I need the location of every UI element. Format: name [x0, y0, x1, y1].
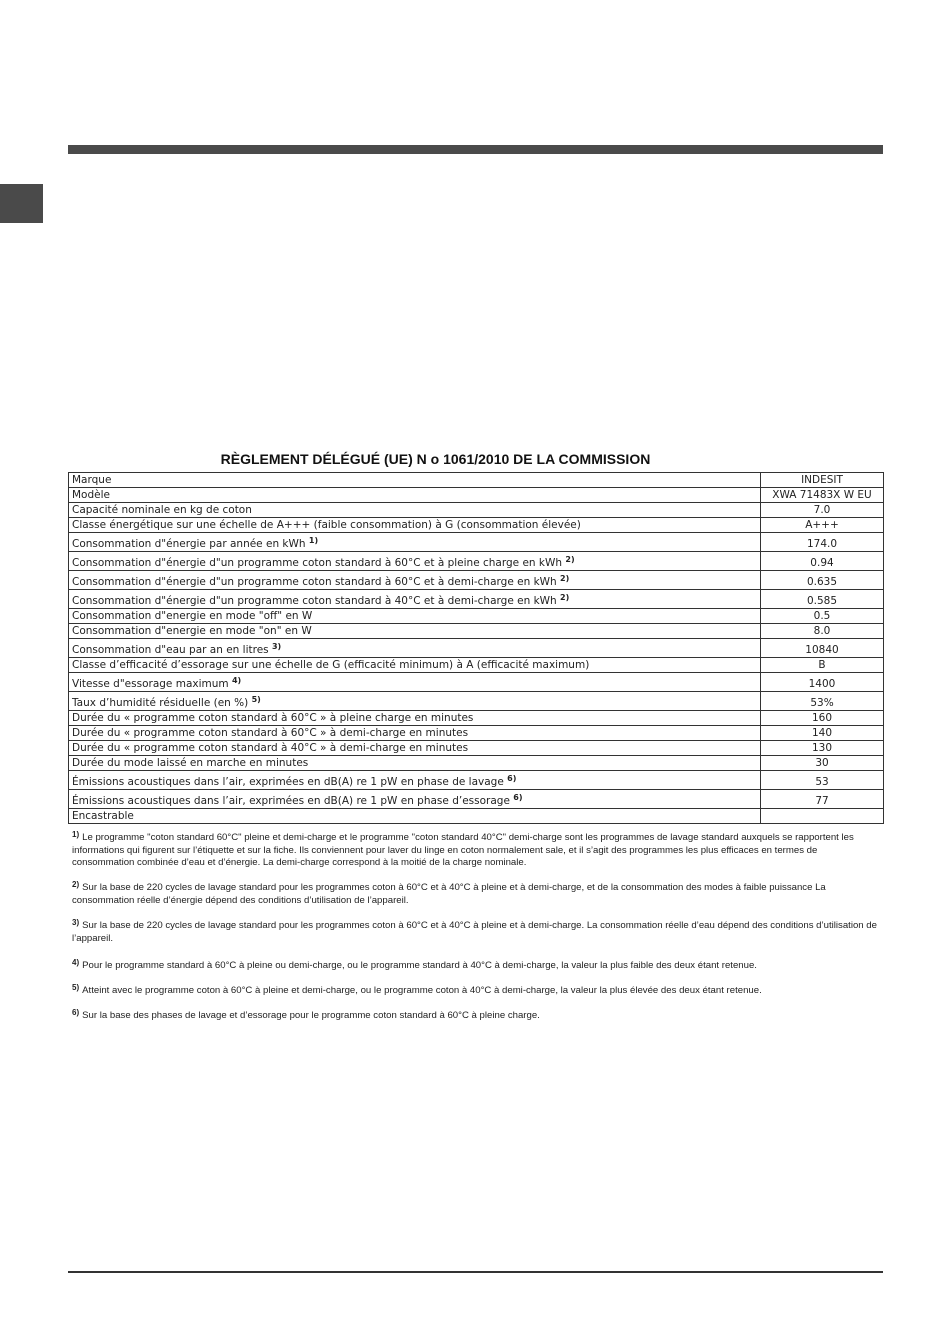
- table-row: [69, 771, 884, 790]
- spec-value: XWA 71483X W EU: [761, 488, 884, 503]
- footnote-ref: 2): [565, 555, 575, 564]
- spec-label-cell: [69, 658, 761, 673]
- footnote: [72, 985, 877, 998]
- spec-label: Émissions acoustiques dans l’air, exprimées en dB(A) re 1 pW en phase de lavage: [72, 776, 504, 788]
- table-row: [69, 639, 884, 658]
- table-row: [69, 711, 884, 726]
- spec-label-cell: [69, 552, 761, 571]
- spec-label: Classe énergétique sur une échelle de A+++ (faible consommation) à G (consommation élevée): [72, 519, 581, 531]
- spec-label-cell: [69, 488, 761, 503]
- spec-value: 0.94: [761, 552, 884, 571]
- footnote-text: Le programme "coton standard 60°C" pleine et demi-charge et le programme "coton standard 40°C" demi-charge sont les programmes de lavage standard auxquels se rapportent les informations qui figurent sur l’étiquette et sur la fiche. Ils conviennent pour laver du linge en coton normalement sale, et il s’agit des programmes les plus efficaces en termes de consommation combinée d’eau et d’énergie. La demi-charge correspond à la moitié de la charge nominale.: [72, 832, 854, 868]
- spec-value: 0.585: [761, 590, 884, 609]
- footnote: [72, 882, 877, 907]
- table-row: [69, 590, 884, 609]
- table-row: [69, 809, 884, 824]
- spec-label: Consommation d"énergie d"un programme coton standard à 40°C et à demi-charge en kWh: [72, 595, 557, 607]
- spec-label: Durée du « programme coton standard à 40°C » à demi-charge en minutes: [72, 742, 469, 754]
- footnote-mark: 3): [72, 918, 80, 927]
- spec-value: 0.635: [761, 571, 884, 590]
- spec-label: Durée du « programme coton standard à 60°C » à pleine charge en minutes: [72, 712, 474, 724]
- spec-label-cell: [69, 473, 761, 488]
- table-row: [69, 571, 884, 590]
- spec-label: Durée du mode laissé en marche en minutes: [72, 757, 309, 769]
- spec-label: Consommation d"energie en mode "on" en W: [72, 625, 312, 637]
- spec-label-cell: [69, 571, 761, 590]
- spec-label-cell: [69, 809, 761, 824]
- footnote-mark: 1): [72, 830, 80, 839]
- spec-value: 53%: [761, 692, 884, 711]
- table-row: [69, 624, 884, 639]
- spec-value: 30: [761, 756, 884, 771]
- spec-label-cell: [69, 518, 761, 533]
- spec-label-cell: [69, 756, 761, 771]
- spec-label: Émissions acoustiques dans l’air, exprimées en dB(A) re 1 pW en phase d’essorage: [72, 795, 510, 807]
- footnote: [72, 920, 877, 945]
- spec-label: Consommation d"énergie d"un programme coton standard à 60°C et à pleine charge en kWh: [72, 557, 563, 569]
- spec-label: Consommation d"énergie par année en kWh: [72, 538, 306, 550]
- footnote-mark: 2): [72, 880, 80, 889]
- spec-label-cell: [69, 673, 761, 692]
- spec-label: Vitesse d"essorage maximum: [72, 678, 229, 690]
- footnote-ref: 4): [231, 676, 242, 685]
- spec-value: 8.0: [761, 624, 884, 639]
- footnote-text: Atteint avec le programme coton à 60°C à pleine et demi-charge, ou le programme coton à 40°C à demi-charge, la valeur la plus élevée des deux étant retenue.: [82, 985, 762, 996]
- table-row: [69, 726, 884, 741]
- footnote-mark: 5): [72, 983, 80, 992]
- spec-label-cell: [69, 790, 761, 809]
- spec-label-cell: [69, 711, 761, 726]
- footnote-ref: 1): [308, 536, 319, 545]
- footnote-mark: 4): [72, 958, 80, 967]
- spec-value: B: [761, 658, 884, 673]
- table-row: [69, 673, 884, 692]
- language-tab-marker: [0, 184, 43, 223]
- spec-value: 160: [761, 711, 884, 726]
- footnote-text: Pour le programme standard à 60°C à pleine ou demi-charge, ou le programme standard à 40°C à demi-charge, la valeur la plus faible des deux étant retenue.: [82, 960, 757, 971]
- spec-value: 53: [761, 771, 884, 790]
- spec-label-cell: [69, 590, 761, 609]
- spec-value: [761, 809, 884, 824]
- table-row: [69, 518, 884, 533]
- footnote-ref: 3): [271, 642, 282, 651]
- document-title: RÈGLEMENT DÉLÉGUÉ (UE) N o 1061/2010 DE LA COMMISSION: [220, 451, 651, 467]
- footnote-ref: 2): [560, 574, 570, 583]
- spec-label-cell: [69, 771, 761, 790]
- spec-value: 140: [761, 726, 884, 741]
- footnote-ref: 6): [513, 793, 523, 802]
- table-row: [69, 692, 884, 711]
- spec-value: 77: [761, 790, 884, 809]
- spec-label: Capacité nominale en kg de coton: [72, 504, 252, 516]
- spec-value: 0.5: [761, 609, 884, 624]
- spec-label-cell: [69, 726, 761, 741]
- spec-label-cell: [69, 533, 761, 552]
- footnote-text: Sur la base de 220 cycles de lavage standard pour les programmes coton à 60°C et à 40°C à pleine et à demi-charge. La consommation réelle d’eau dépend des conditions d’utilisation de l’appareil.: [72, 920, 877, 944]
- spec-label: Taux d’humidité résiduelle (en %): [72, 697, 249, 709]
- footnote-ref: 6): [507, 774, 517, 783]
- footnote: [72, 832, 877, 870]
- table-row: [69, 552, 884, 571]
- footnote-ref: 2): [560, 593, 570, 602]
- spec-value: 10840: [761, 639, 884, 658]
- table-row: [69, 488, 884, 503]
- spec-value: 174.0: [761, 533, 884, 552]
- spec-value: 1400: [761, 673, 884, 692]
- footnote-mark: 6): [72, 1008, 80, 1017]
- spec-label: Encastrable: [72, 810, 134, 822]
- header-rule: [68, 145, 883, 154]
- footnote-text: Sur la base de 220 cycles de lavage standard pour les programmes coton à 60°C et à 40°C à pleine et à demi-charge, et de la consommation des modes à faible puissance La consommation réelle d’énergie dépend des conditions d’utilisation de l’appareil.: [72, 882, 826, 906]
- spec-label-cell: [69, 741, 761, 756]
- footnote: [72, 960, 877, 973]
- spec-value: 130: [761, 741, 884, 756]
- spec-value: A+++: [761, 518, 884, 533]
- product-fiche-table: [68, 472, 884, 824]
- footnote-ref: 5): [251, 695, 261, 704]
- spec-label-cell: [69, 639, 761, 658]
- spec-label: Consommation d"eau par an en litres: [72, 644, 269, 656]
- table-row: [69, 609, 884, 624]
- footnote: [72, 1010, 877, 1023]
- table-row: [69, 790, 884, 809]
- spec-label-cell: [69, 503, 761, 518]
- table-row: [69, 503, 884, 518]
- spec-label: Modèle: [72, 489, 110, 501]
- footer-rule: [68, 1271, 883, 1273]
- spec-label: Marque: [72, 474, 112, 486]
- spec-value: INDESIT: [761, 473, 884, 488]
- spec-label: Consommation d"energie en mode "off" en W: [72, 610, 313, 622]
- table-row: [69, 473, 884, 488]
- footnote-text: Sur la base des phases de lavage et d’essorage pour le programme coton standard à 60°C à pleine charge.: [82, 1010, 540, 1021]
- table-row: [69, 658, 884, 673]
- spec-label: Classe d’efficacité d’essorage sur une échelle de G (efficacité minimum) à A (efficacité maximum): [72, 659, 590, 671]
- table-row: [69, 741, 884, 756]
- spec-label-cell: [69, 624, 761, 639]
- table-row: [69, 533, 884, 552]
- spec-label: Durée du « programme coton standard à 60°C » à demi-charge en minutes: [72, 727, 469, 739]
- table-row: [69, 756, 884, 771]
- spec-label-cell: [69, 692, 761, 711]
- spec-value: 7.0: [761, 503, 884, 518]
- spec-label-cell: [69, 609, 761, 624]
- spec-label: Consommation d"énergie d"un programme coton standard à 60°C et à demi-charge en kWh: [72, 576, 557, 588]
